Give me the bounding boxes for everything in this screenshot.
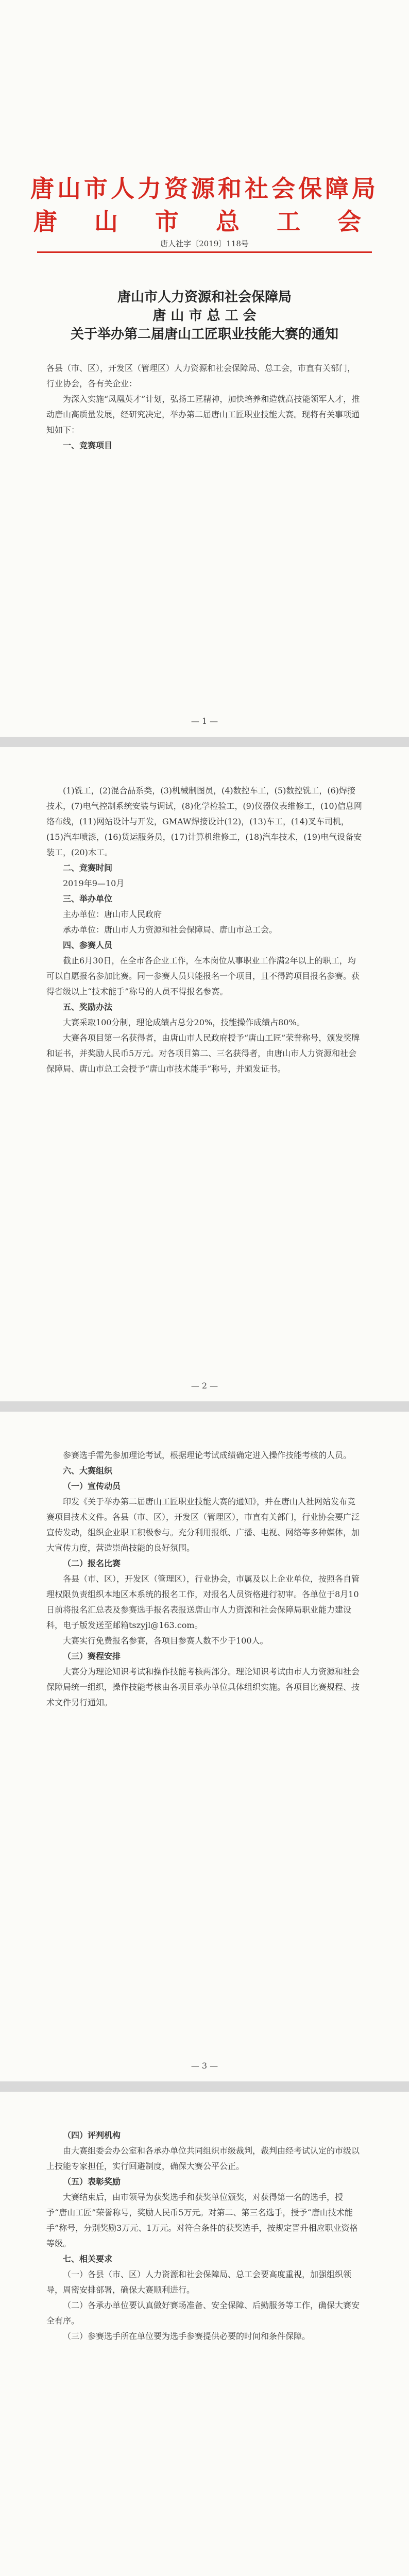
page-1-body [46, 361, 363, 453]
subsection-1-heading: （一）宣传动员 [63, 1481, 121, 1491]
subsection-5-heading: （五）表彰奖励 [63, 2177, 121, 2187]
theory-paragraph: 参赛选手需先参加理论考试，根据理论考试成绩确定进入操作技能考核的人员。 [63, 1450, 352, 1460]
issuer-line-1: 唐山市人力资源和社会保障局 [30, 175, 379, 202]
page-4 [0, 2092, 409, 2576]
issuer-line-2: 唐 山 市 总 工 会 [33, 208, 376, 235]
page-3-body [46, 1448, 363, 1710]
award-paragraph-1: 大赛采取100分制，理论成绩占总分20%，技能操作成绩占80%。 [63, 1018, 305, 1027]
competition-items: (1)铣工，(2)混合品系类，(3)机械制图员，(4)数控车工，(5)数控铣工，(6)焊接技术，(7)电气控制系统安装与调试，(8)化学检验工，(9)仪器仪表维修工，(10)信息网络布线，(11)网站设计与开发，GMAW焊接设计(12)，(13)车工，(14)叉车司机，(15)汽车喷漆，(16)货运服务员，(17)计算机维修工，(18)汽车技术，(19)电气设备安装工，(20)木工。 [46, 786, 362, 857]
section-4-heading: 四、参赛人员 [63, 940, 113, 950]
section-3-heading: 三、举办单位 [63, 894, 113, 904]
subsection-2-heading: （二）报名比赛 [63, 1558, 121, 1568]
document-number: 唐人社字〔2019〕118号 [160, 239, 249, 248]
page-3 [0, 1412, 409, 2081]
title-line-3: 关于举办第二届唐山工匠职业技能大赛的通知 [70, 327, 338, 342]
award-paragraph-2: 大赛各项目第一名获得者，由唐山市人民政府授予“唐山工匠”荣誉称号，颁发奖牌和证书，并奖励人民币5万元。对各项目第二、三名获得者，由唐山市人力资源和社会保障局、唐山市总工会授予“唐山市技术能手”称号，并颁发证书。 [46, 1033, 360, 1074]
page-2-body [46, 783, 363, 1077]
subsection-5-text: 大赛结束后，由市领导为获奖选手和获奖单位颁奖，对获得第一名的选手，授予“唐山工匠”荣誉称号，奖励人民币5万元。对第二、第三名选手，授予“唐山技术能手”称号，分别奖励3万元、1万元。对符合条件的获奖选手，按规定晋升相应职业资格等级。 [46, 2192, 358, 2248]
host-line-1: 主办单位：唐山市人民政府 [63, 909, 162, 919]
page-4-body [46, 2128, 363, 2344]
page-number-1: — 1 — [191, 716, 218, 726]
requirement-1: （一）各县（市、区）人力资源和社会保障局、总工会要高度重视，加强组织领导，周密安排部署，确保大赛顺利进行。 [46, 2269, 352, 2295]
requirement-3: （三）参赛选手所在单位要为选手参赛提供必要的时间和条件保障。 [63, 2331, 311, 2341]
page-number-3: — 3 — [191, 2061, 218, 2071]
page-number-2: — 2 — [191, 1381, 218, 1391]
title-line-1: 唐山市人力资源和社会保障局 [117, 290, 292, 305]
subsection-2-text-2: 大赛实行免费报名参赛，各项目参赛人数不少于100人。 [63, 1636, 268, 1646]
salutation: 各县（市、区），开发区（管理区）人力资源和社会保障局、总工会，市直有关部门，行业协会，各有关企业： [46, 363, 356, 388]
red-divider [37, 251, 372, 253]
page-1 [0, 0, 409, 737]
section-7-heading: 七、相关要求 [63, 2254, 113, 2264]
section-1-heading: 一、竞赛项目 [63, 440, 113, 450]
page-2 [0, 747, 409, 1401]
subsection-4-heading: （四）评判机构 [63, 2130, 121, 2140]
competition-time: 2019年9—10月 [63, 878, 125, 888]
subsection-4-text: 由大赛组委会办公室和各承办单位共同组织市级裁判，裁判由经考试认定的市级以上技能专家担任，实行回避制度，确保大赛公平公正。 [46, 2146, 360, 2171]
participants-paragraph: 截止6月30日，在全市各企业工作，在本岗位从事职业工作满2年以上的职工，均可以自愿报名参加比赛。同一参赛人员只能报名一个项目，且不得跨项目报名参赛。获得省级以上“技术能手”称号的人员不得报名参赛。 [46, 956, 360, 996]
intro-paragraph: 为深入实施“凤凰英才”计划，弘扬工匠精神，加快培养和造就高技能领军人才，推动唐山高质量发展，经研究决定，举办第二届唐山工匠职业技能大赛。现将有关事项通知如下： [46, 394, 360, 435]
subsection-3-text: 大赛分为理论知识考试和操作技能考核两部分。理论知识考试由市人力资源和社会保障局统一组织，操作技能考核由各项目承办单位具体组织实施。各项目比赛规程、技术文件另行通知。 [46, 1667, 360, 1707]
section-5-heading: 五、奖励办法 [63, 1002, 113, 1012]
host-line-2: 承办单位：唐山市人力资源和社会保障局、唐山市总工会。 [63, 925, 278, 935]
section-2-heading: 二、竞赛时间 [63, 863, 113, 873]
title-line-2: 唐 山 市 总 工 会 [152, 308, 257, 324]
subsection-3-heading: （三）赛程安排 [63, 1651, 121, 1661]
subsection-1-text: 印发《关于举办第二届唐山工匠职业技能大赛的通知》，并在唐山人社网站发布竞赛项目技术文件。各县（市、区），开发区（管理区），市直有关部门，行业协会要广泛宣传发动，组织企业职工积极参与。充分利用报纸、广播、电视、网络等多种媒体，加大宣传力度，营造崇尚技能的良好氛围。 [46, 1497, 360, 1553]
requirement-2: （二）各承办单位要认真做好赛场准备、安全保障、后勤服务等工作，确保大赛安全有序。 [46, 2300, 360, 2326]
subsection-2-text: 各县（市、区），开发区（管理区），行业协会，市属及以上企业单位，按照各自管理权限负责组织本地区本系统的报名工作，对报名人员资格进行初审。各单位于8月10日前将报名汇总表及参赛选手报名表报送唐山市人力资源和社会保障局职业能力建设科，电子版发送至邮箱tszyjl@163.com。 [46, 1574, 360, 1630]
section-6-heading: 六、大赛组织 [63, 1466, 113, 1476]
